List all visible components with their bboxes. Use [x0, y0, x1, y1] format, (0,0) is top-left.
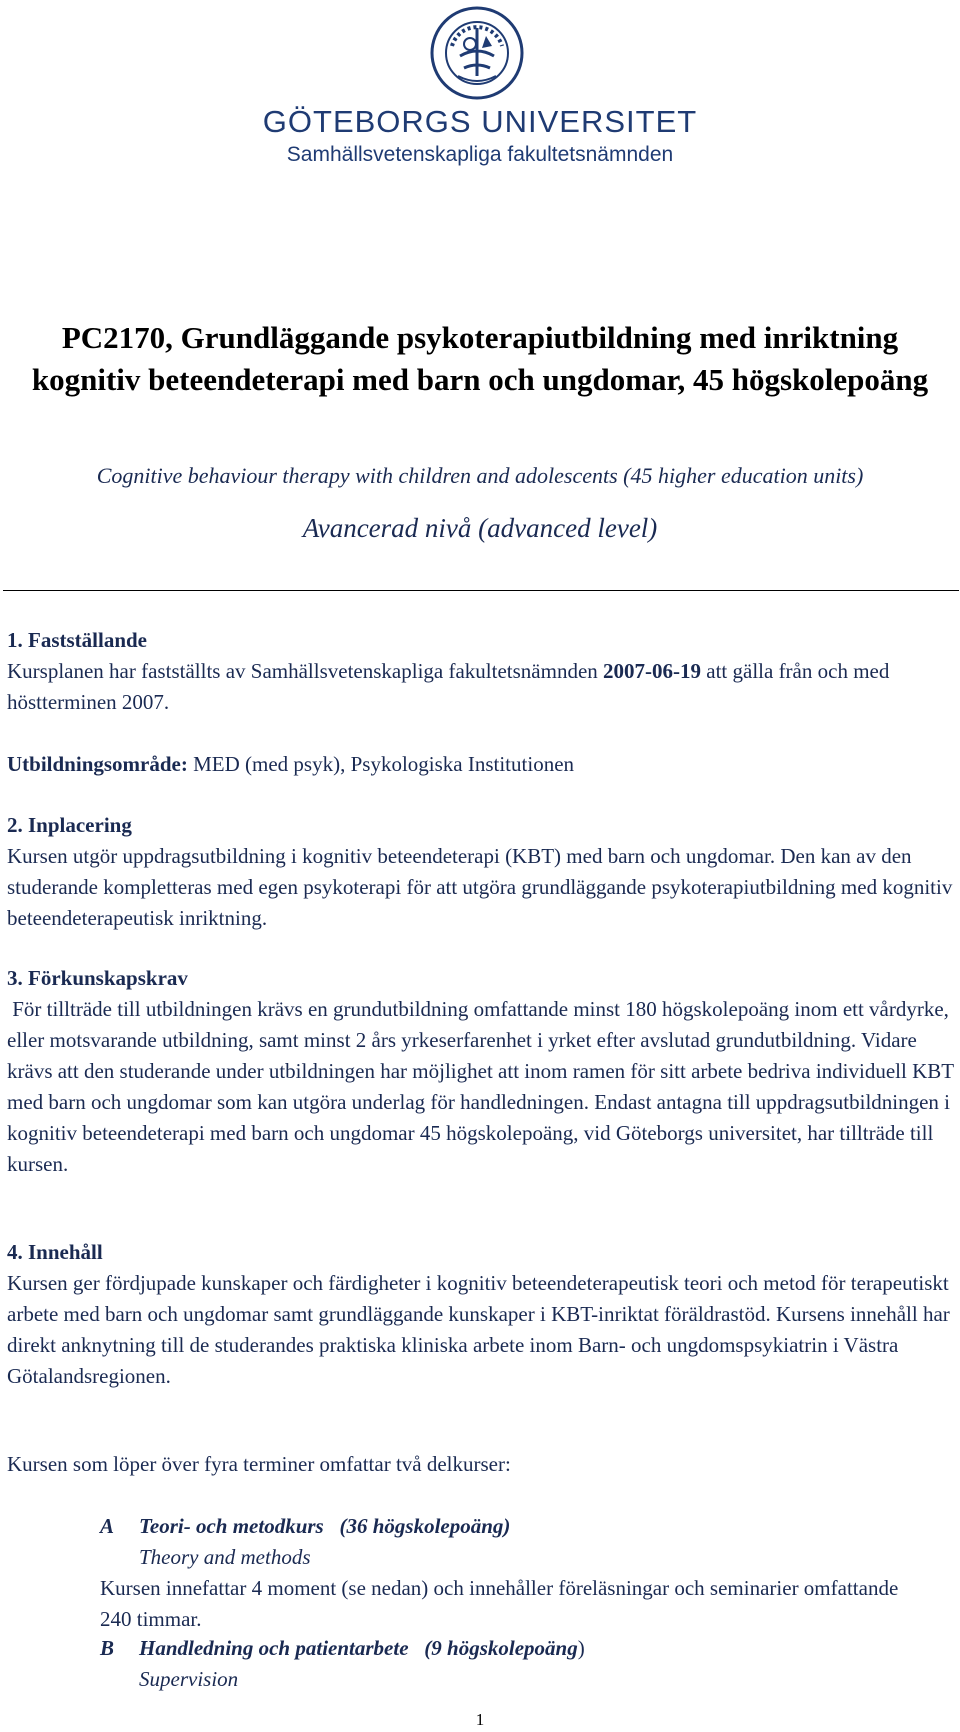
- section-text: Kursen utgör uppdragsutbildning i kognitiv beteendeterapi (KBT) med barn och ungdomar. Den kan av den studerande kompletteras med egen psykoterapi för att utgöra grundläggande psykoterapiutbildning med kognitiv beteendeterapeutisk inriktning.: [7, 844, 953, 930]
- delkurs-credits: (9 högskolepoäng: [424, 1636, 578, 1660]
- section-faststallande: [7, 625, 957, 718]
- section-heading: 1. Fastställande: [7, 628, 148, 652]
- delkurser-intro: Kursen som löper över fyra terminer omfattar två delkurser:: [7, 1452, 511, 1476]
- section-forkunskapskrav: [7, 963, 957, 1180]
- delkurs-b: [100, 1633, 930, 1695]
- course-level: Avancerad nivå (advanced level): [302, 513, 658, 543]
- section-innehall: [7, 1237, 957, 1392]
- delkurs-title: Teori- och metodkurs: [139, 1514, 324, 1538]
- delkurs-a: [100, 1511, 930, 1635]
- section-heading: 3. Förkunskapskrav: [7, 966, 188, 990]
- delkurs-letter: B: [100, 1636, 115, 1660]
- delkurs-credits: (36 högskolepoäng): [339, 1514, 511, 1538]
- section-text: Kursen ger fördjupade kunskaper och färdigheter i kognitiv beteendeterapeutisk teori och metod för terapeutiskt arbete med barn och ungdomar samt grundläggande kunskaper i KBT-inriktat föräldrastöd. Kursens innehåll har direkt anknytning till de studerandes praktiska kliniska arbete inom Barn- och ungdomspsykiatrin i Västra Götalandsregionen.: [7, 1271, 950, 1388]
- delkurs-credits-close: ): [577, 1636, 585, 1660]
- delkurs-letter: A: [100, 1514, 115, 1538]
- divider: [3, 590, 959, 591]
- section-heading: 2. Inplacering: [7, 813, 132, 837]
- course-title: PC2170, Grundläggande psykoterapiutbildning med inriktning kognitiv beteendeterapi med barn och ungdomar, 45 högskolepoäng: [31, 320, 929, 397]
- delkurs-heading: [100, 1511, 930, 1542]
- page-number: 1: [475, 1710, 485, 1729]
- university-seal-icon: [430, 6, 524, 100]
- text-part: Kursplanen har fastställts av Samhällsvetenskapliga fakultetsnämnden: [7, 659, 604, 683]
- delkurs-english: Supervision: [139, 1667, 239, 1691]
- faculty-name: Samhällsvetenskapliga fakultetsnämnden: [286, 143, 674, 166]
- section-text: För tillträde till utbildningen krävs en grundutbildning omfattande minst 180 högskolepoäng inom ett vårdyrke, eller motsvarande utbildning, samt minst 2 års yrkeserfarenhet i yrket efter avslutad grundutbildning. Vidare krävs att den studerande under utbildningen har möjlighet att inom ramen för sitt arbete bedriva individuell KBT med barn och ungdomar som kan utgöra underlag för handledningen. Endast antagna till uppdragsutbildningen i kognitiv beteendeterapi med barn och ungdomar 45 högskolepoäng, vid Göteborgs universitet, har tillträde till kursen.: [7, 997, 959, 1176]
- course-title-english: Cognitive behaviour therapy with children and adolescents (45 higher education units): [96, 463, 864, 488]
- decision-date: 2007-06-19: [603, 659, 702, 683]
- section-text: [7, 656, 957, 718]
- university-name: GÖTEBORGS UNIVERSITET: [262, 104, 698, 139]
- education-area-label: Utbildningsområde:: [7, 752, 188, 776]
- delkurs-description: Kursen innefattar 4 moment (se nedan) och innehåller föreläsningar och seminarier omfattande 240 timmar.: [100, 1576, 899, 1631]
- section-inplacering: [7, 810, 957, 934]
- delkurs-title: Handledning och patientarbete: [139, 1636, 409, 1660]
- delkurs-english: Theory and methods: [139, 1545, 311, 1569]
- education-area-value: MED (med psyk), Psykologiska Institutionen: [187, 752, 575, 776]
- text-part: att gälla från och med höstterminen 2007.: [7, 659, 890, 714]
- section-heading: 4. Innehåll: [7, 1240, 103, 1264]
- education-area: [7, 749, 957, 780]
- delkurs-heading: [100, 1633, 930, 1664]
